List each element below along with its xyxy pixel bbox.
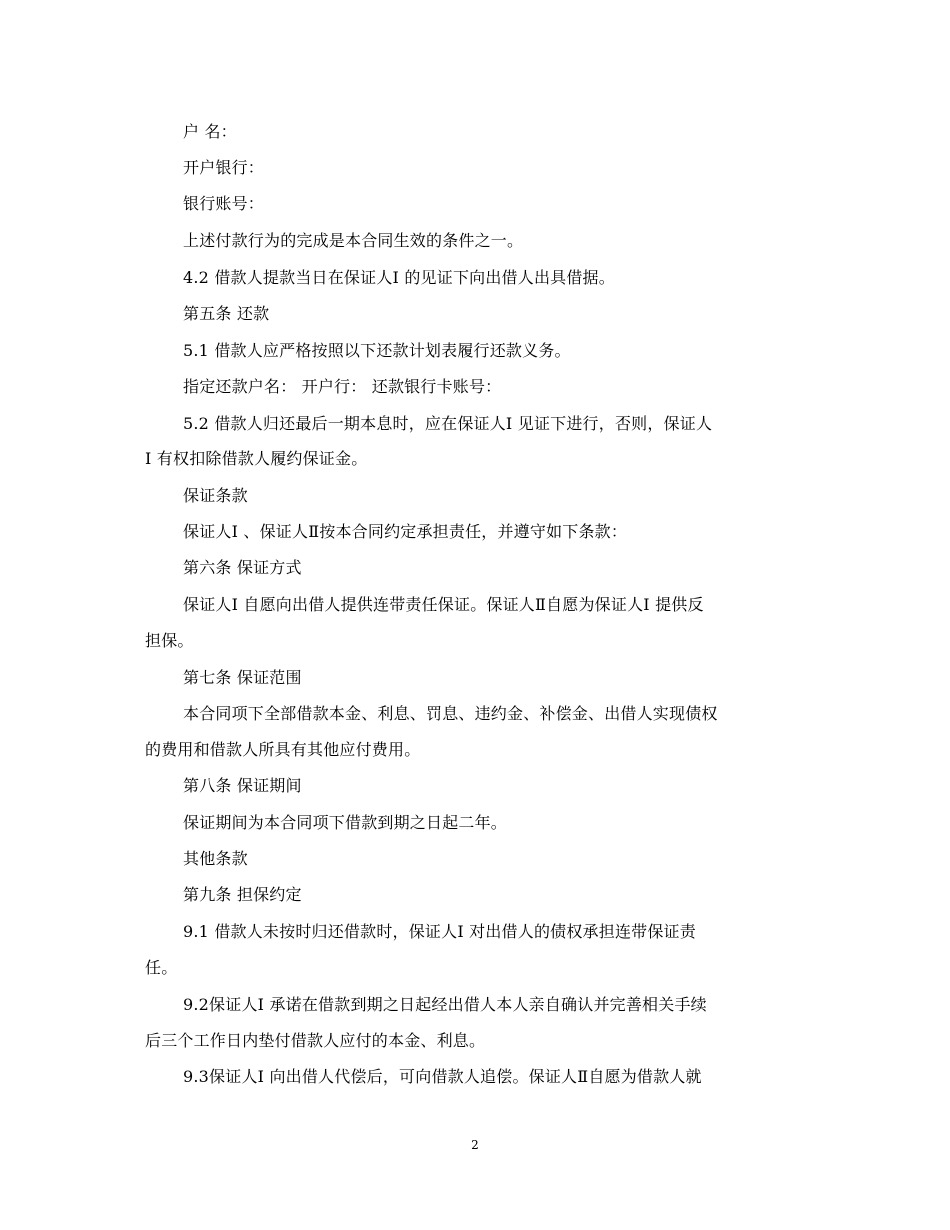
repayment-account-line: 指定还款户名： 开户行： 还款银行卡账号： [183,377,502,396]
account-number-line: 银行账号： [183,194,265,213]
paragraph: 保证人I 自愿向出借人提供连带责任保证。保证人Ⅱ自愿为保证人I 提供反 [183,595,704,614]
clause-9-1-cont: 任。 [145,958,178,977]
section-heading: 保证条款 [183,486,248,505]
bank-line: 开户银行： [183,158,265,177]
article-heading: 第六条 保证方式 [183,558,302,577]
clause-9-1: 9.1 借款人未按时归还借款时，保证人I 对出借人的债权承担连带保证责 [183,922,696,941]
paragraph-cont: 担保。 [145,631,194,650]
clause-9-2: 9.2保证人I 承诺在借款到期之日起经出借人本人亲自确认并完善相关手续 [183,995,707,1014]
paragraph: 上述付款行为的完成是本合同生效的条件之一。 [183,231,524,250]
account-name-line: 户 名： [183,122,237,141]
paragraph: 保证期间为本合同项下借款到期之日起二年。 [183,813,508,832]
clause-9-2-cont: 后三个工作日内垫付借款人应付的本金、利息。 [145,1031,486,1050]
section-heading: 其他条款 [183,849,248,868]
clause-9-3: 9.3保证人I 向出借人代偿后，可向借款人追偿。保证人Ⅱ自愿为借款人就 [183,1067,702,1086]
page-number: 2 [471,1138,479,1152]
clause-5-1: 5.1 借款人应严格按照以下还款计划表履行还款义务。 [183,341,571,360]
paragraph-cont: 的费用和借款人所具有其他应付费用。 [145,740,421,759]
clause-5-2-cont: I 有权扣除借款人履约保证金。 [145,449,368,468]
article-heading: 第五条 还款 [183,304,270,323]
clause-5-2: 5.2 借款人归还最后一期本息时，应在保证人I 见证下进行，否则，保证人 [183,414,713,433]
article-heading: 第九条 担保约定 [183,885,302,904]
paragraph: 本合同项下全部借款本金、利息、罚息、违约金、补偿金、出借人实现债权 [183,704,718,723]
clause-4-2: 4.2 借款人提款当日在保证人I 的见证下向出借人出具借据。 [183,268,615,287]
article-heading: 第八条 保证期间 [183,776,302,795]
article-heading: 第七条 保证范围 [183,668,302,687]
paragraph: 保证人I 、保证人Ⅱ按本合同约定承担责任，并遵守如下条款： [183,522,628,541]
